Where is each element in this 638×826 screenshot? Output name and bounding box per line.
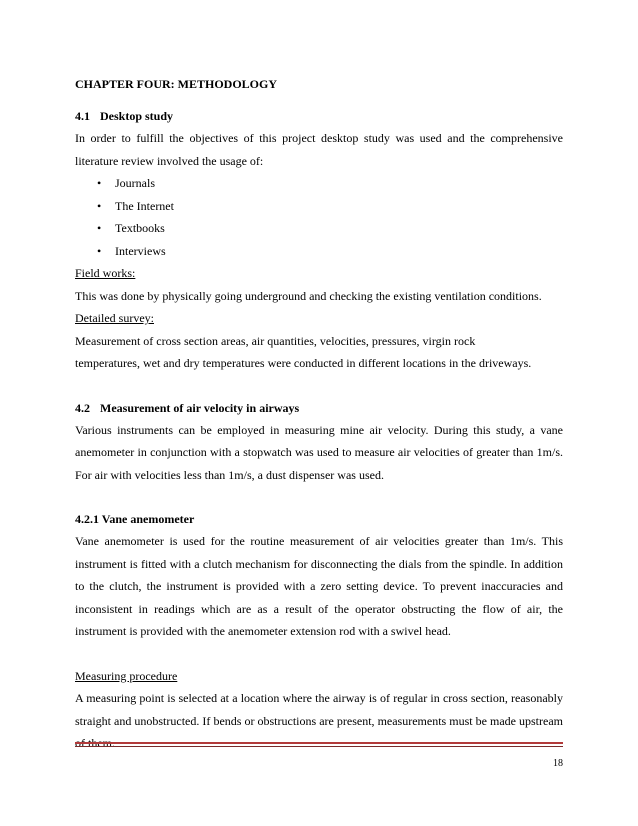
list-item: • The Internet: [75, 195, 563, 218]
measuring-procedure-text: A measuring point is selected at a location where the airway is of regular in cross section, reasonably straight and unobstructed. If bends or obstructions are present, measurements must be made upstream: [75, 691, 563, 728]
page-number: 18: [553, 758, 563, 769]
section-heading-4-2: [75, 397, 563, 419]
section-number: 4.2: [75, 400, 90, 415]
measuring-procedure-label: Measuring procedure: [75, 668, 178, 683]
spacer: [75, 643, 563, 665]
bullet-icon: •: [97, 243, 102, 258]
list-item: • Textbooks: [75, 217, 563, 240]
list-item: • Journals: [75, 172, 563, 195]
page-content: [75, 73, 563, 755]
section-heading-4-1: [75, 105, 563, 127]
bullet-icon: •: [97, 176, 102, 190]
field-works-text: This was done by physically going underground and checking the existing ventilation conditions.: [75, 288, 542, 303]
list-item: • Interviews: [75, 240, 563, 263]
section-title: Measurement of air velocity in airways: [100, 400, 300, 415]
footer-rule: [75, 742, 563, 744]
field-works-label: Field works:: [75, 266, 136, 280]
detailed-survey-label: Detailed survey:: [75, 311, 154, 325]
section-heading-4-2-1: 4.2.1 Vane anemometer: [75, 512, 195, 526]
section-number: 4.1: [75, 109, 90, 123]
section-title: Desktop study: [100, 109, 174, 123]
detailed-survey-line-2: temperatures, wet and dry temperatures were conducted in different locations in the driveways.: [75, 356, 532, 370]
spacer: [75, 486, 563, 508]
bullet-list: [75, 172, 563, 262]
spacer: [75, 95, 563, 105]
spacer: [75, 375, 563, 397]
chapter-title: CHAPTER FOUR: METHODOLOGY: [75, 77, 278, 91]
section-4-2-text: Various instruments can be employed in measuring mine air velocity. During this study, a vane anemometer in conjunction with a stopwatch was used to measure air velocities of greater than 1m/s. For air with velocities less than 1m/s, a dust dispenser was used.: [75, 422, 563, 482]
bullet-icon: •: [97, 221, 102, 235]
section-4-1-intro: In order to fulfill the objectives of this project desktop study was used and the comprehensive literature review involved the usage of:: [75, 131, 563, 168]
bullet-icon: •: [97, 198, 102, 213]
footer-rule-thin: [75, 746, 563, 747]
detailed-survey-line-1: Measurement of cross section areas, air quantities, velocities, pressures, virgin rock: [75, 333, 476, 348]
section-4-2-1-text: Vane anemometer is used for the routine measurement of air velocities greater than 1m/s. This instrument is fitted with a clutch mechanism for disconnecting the dials from the spindle. In addition to the clutch, the instrument is provided with a zero setting device. To prevent inaccuracies and inconsistent in readings which are as a result of the operator obstructing the flow of air, the instrument is provided with the anemometer extension rod with a swivel head.: [75, 534, 563, 638]
